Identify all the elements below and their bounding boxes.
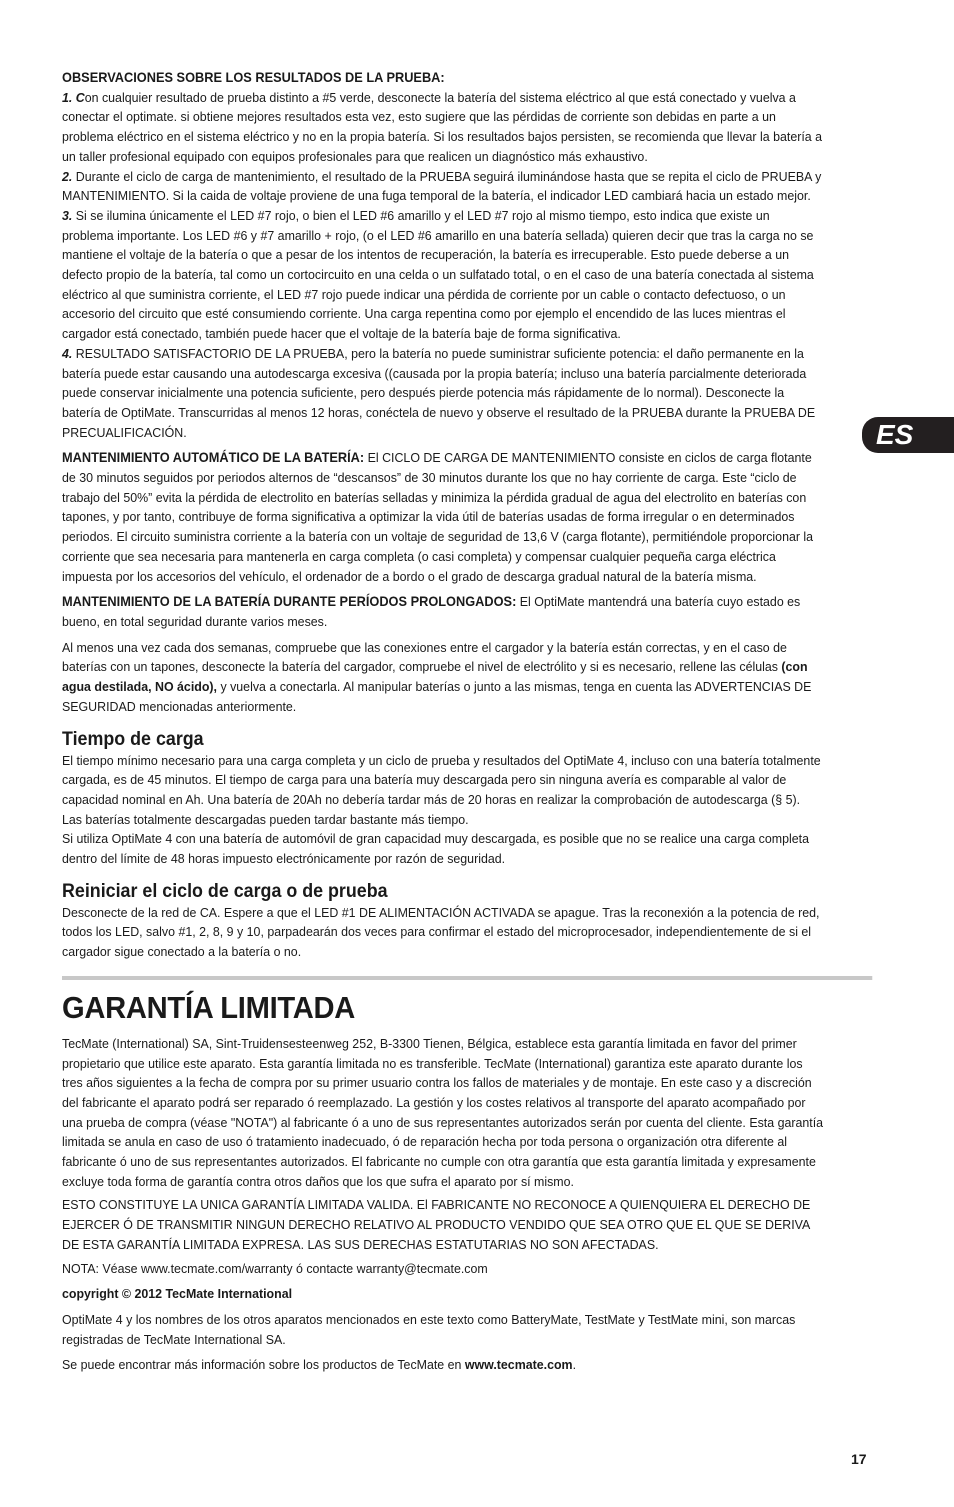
item-text: RESULTADO SATISFACTORIO DE LA PRUEBA, pero la batería no puede suministrar suficiente potencia: el daño permanente en la batería puede estar causando una autodescarga excesiva ((causada por la propia batería; incluso una batería parcialmente deteriorada puede conservar inicialmente una potencia suficiente, pero después pierde potencia más rápidamente de lo normal). Desconecte la batería de OptiMate. Transcurridas al menos 12 horas, conéctela de nuevo y observe el resultado de la PRUEBA durante la PRUEBA DE PRECUALIFICACIÓN. [62, 345, 816, 440]
observacion-item-4 [62, 344, 823, 443]
mantenimiento-automatico-paragraph [62, 448, 823, 586]
text-segment: Se puede encontrar más información sobre los productos de TecMate en [62, 1357, 465, 1373]
language-tab-es: ES [862, 417, 954, 453]
observacion-item-3 [62, 206, 823, 344]
bold-segment: (con agua destilada, NO ácido), [62, 659, 808, 695]
mantenimiento-automatico-text: El CICLO DE CARGA DE MANTENIMIENTO consiste en ciclos de carga flotante de 30 minutos seguidos por periodos alternos de “descansos” de 30 minutos durante los que no hay corriente de carga. Este “ciclo de trabajo del 50%” evita la pérdida de electrolito en baterías selladas y minimiza la pérdida gradual de agua del electrolito en baterías con tapones, y por tanto, contribuye de forma significativa a optimizar la vida útil de baterías usadas de forma irregular o en determinados periodos. El circuito suministra corriente a la batería con un voltaje de seguridad de 13,6 V (carga flotante), permitiéndole proporcionar la corriente que sea necesaria para mantenerla en carga completa (o casi completa) y compensar cualquier pequeña carga eléctrica impuesta por los accesorios del vehículo, el ordenador de a bordo o el grado de descarga gradual natural de la batería misma. [62, 450, 814, 584]
mantenimiento-automatico-heading: MANTENIMIENTO AUTOMÁTICO DE LA BATERÍA: [62, 450, 365, 466]
reiniciar-heading: Reiniciar el ciclo de carga o de prueba [62, 880, 388, 902]
text-segment: . [572, 1357, 577, 1373]
tiempo-carga-heading: Tiempo de carga [62, 728, 204, 750]
section-divider [62, 976, 872, 980]
mantenimiento-prolongado-text: El OptiMate mantendrá una batería cuyo estado es bueno, en total seguridad durante varios meses. [62, 594, 801, 629]
tiempo-carga-paragraph-1: El tiempo mínimo necesario para una carga completa y un ciclo de prueba y resultados del OptiMate 4, incluso con una batería totalmente cargada, es de 45 minutos. El tiempo de carga para una batería muy descargada pero sin ninguna avería es comparable al valor de capacidad nominal en Ah. Una batería de 20Ah no debería tardar más de 20 horas en realizar la comprobación de autodescarga (§ 5). Las baterías totalmente descargadas pueden tardar bastante más tiempo. [62, 752, 821, 827]
observaciones-heading: OBSERVACIONES SOBRE LOS RESULTADOS DE LA PRUEBA: [62, 70, 445, 85]
item-number: 4. [62, 345, 73, 361]
mantenimiento-prolongado-paragraph [62, 592, 823, 631]
item-text: Durante el ciclo de carga de mantenimiento, el resultado de la PRUEBA seguirá iluminándose hasta que se repita el ciclo de PRUEBA y MANTENIMIENTO. Si la caida de voltaje proviene de una fuga temporal de la batería, el indicador LED cambiará hacia un estado mejor. [62, 168, 822, 204]
garantia-paragraph-1: TecMate (International) SA, Sint-Truidensesteenweg 252, B-3300 Tienen, Bélgica, establece esta garantía limitada en favor del primer propietario que utilice este aparato. Esta garantía limitada no es transferible. TecMate (International) garantiza este aparato durante los tres años siguientes a la fecha de compra por su primer usuario contra los fallos de materiales y de montaje. En este caso y a discreción del fabricante el aparato podrá ser reparado ó reemplazado. La gestión y los costes relativos al transporte del aparato acompañado por una prueba de compra (véase "NOTA") al fabricante ó a uno de sus representantes autorizados serán por cuenta del cliente. Esta garantía limitada se anula en caso de uso ó tratamiento inadecuado, ó de reparación hecha por toda persona o organización otra diferente al fabricante ó uno de sus representantes autorizados. El fabricante no cumple con otra garantía que esta garantía limitada y expresamente excluye toda forma de garantía contra otros daños que los que sufra el aparato por sí mismo. [62, 1035, 824, 1189]
item-text: Si se ilumina únicamente el LED #7 rojo, o bien el LED #6 amarillo y el LED #7 rojo al mismo tiempo, esto indica que existe un problema importante. Los LED #6 y #7 amarillo + rojo, (o el LED #6 amarillo en una batería sellada) quieren decir que tras la carga no se mantiene el voltaje de la batería o que a pesar de los intentos de recuperación, la batería es irrecuperable. Esto puede deberse a un defecto propio de la batería, tal como un cortocircuito en una celda o un sulfatado total, o en el caso de una batería conectada al sistema eléctrico al que suministra corriente, el LED #7 rojo puede indicar una pérdida de corriente por un cable o contacto defectuoso, o un accesorio del circuito que esté consumiendo corriente. Una carga repentina como por ejemplo el encendido de las luces mientras el cargador está conectado, también puede hacer que el voltaje de la batería baje de forma significativa. [62, 207, 814, 342]
garantia-title: GARANTÍA LIMITADA [62, 989, 356, 1025]
more-info-paragraph [62, 1355, 823, 1375]
text-segment: y vuelva a conectarla. Al manipular baterías o junto a las mismas, tenga en cuenta las ADVERTENCIAS DE SEGURIDAD mencionadas anteriormente. [62, 679, 812, 714]
page-content [62, 68, 823, 1375]
tiempo-carga-paragraph-2: Si utiliza OptiMate 4 con una batería de automóvil de gran capacidad muy descargada, es posible que no se realice una carga completa dentro del límite de 48 horas impuesto electrónicamente por razón de seguridad. [62, 831, 809, 867]
observacion-item-1 [62, 88, 823, 167]
item-text: on cualquier resultado de prueba distinto a #5 verde, desconecte la batería del sistema eléctrico al que está conectado y vuelva a conectar el optimate. si obtiene mejores resultados esta vez, esto sugiere que las pérdidas de corriente son debidas en parte a un problema eléctrico en el sistema eléctrico y no en la propia batería. Si los resultados bajos persisten, se recomienda que llevar la batería a un taller profesional equipado con equipos profesionales para que realicen un diagnóstico más exhaustivo. [62, 89, 823, 164]
garantia-paragraph-2: ESTO CONSTITUYE LA UNICA GARANTÍA LIMITADA VALIDA. El FABRICANTE NO RECONOCE A QUIENQUIERA EL DERECHO DE EJERCER Ó DE TRANSMITIR NINGUN DERECHO RELATIVO AL PRODUCTO VENDIDO QUE SEA OTRO QUE EL QUE SE DERIVA DE ESTA GARANTÍA LIMITADA EXPRESA. LAS SUS DERECHAS ESTATUTARIAS NO SON AFECTADAS. [62, 1197, 811, 1252]
copyright-notice: copyright © 2012 TecMate International [62, 1286, 293, 1302]
item-number: 1. C [62, 89, 85, 105]
mantenimiento-prolongado-paragraph-2 [62, 638, 823, 717]
garantia-nota: NOTA: Véase www.tecmate.com/warranty ó contacte warranty@tecmate.com [62, 1260, 488, 1276]
text-segment: Al menos una vez cada dos semanas, compruebe que las conexiones entre el cargador y la batería están correctas, y en el caso de baterías con un tapones, desconecte la batería del cargador, compruebe el nivel de electrólito y si es necesario, rellene las células [62, 639, 787, 675]
reiniciar-paragraph: Desconecte de la red de CA. Espere a que el LED #1 DE ALIMENTACIÓN ACTIVADA se apague. Tras la reconexión a la potencia de red, todos los LED, salvo #1, 2, 8, 9 y 10, parpadearán dos veces para confirmar el estado del microprocesador, independientemente de si el cargador sigue conectado a la batería o no. [62, 904, 820, 960]
page-number: 17 [851, 1451, 867, 1467]
mantenimiento-prolongado-heading: MANTENIMIENTO DE LA BATERÍA DURANTE PERÍODOS PROLONGADOS: [62, 594, 517, 610]
observacion-item-2 [62, 167, 823, 206]
item-number: 2. [62, 168, 73, 184]
trademarks-paragraph: OptiMate 4 y los nombres de los otros aparatos mencionados en este texto como BatteryMate, TestMate y TestMate mini, son marcas registradas de TecMate International SA. [62, 1311, 796, 1347]
website-link[interactable]: www.tecmate.com [464, 1357, 573, 1373]
item-number: 3. [62, 207, 73, 223]
